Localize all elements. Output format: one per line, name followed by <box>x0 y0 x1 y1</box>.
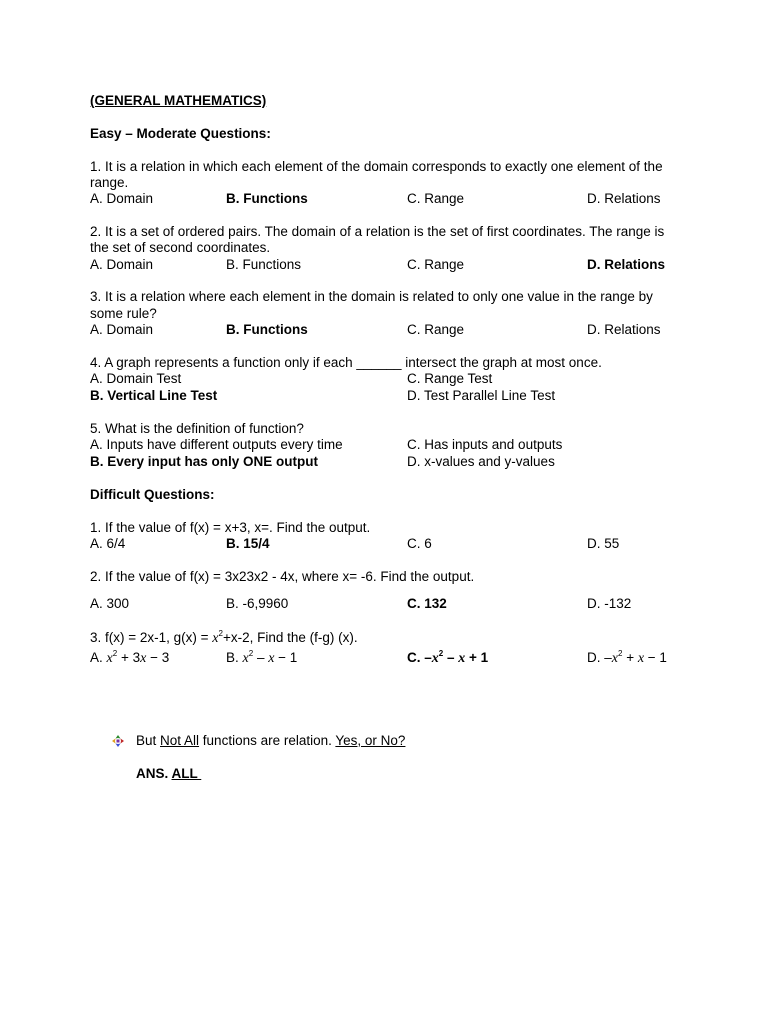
option-b-correct: B. Functions <box>226 191 308 206</box>
option-b-correct: B. 15/4 <box>226 536 270 551</box>
option-d: D. x-values and y-values <box>407 454 555 469</box>
option-d: D. $-x^2 + x - 1$ <box>587 648 667 666</box>
option-b: B. $x^2 - x - 1$ <box>226 648 298 666</box>
easy-heading: Easy – Moderate Questions: <box>90 126 271 141</box>
option-c: C. Range <box>407 322 465 337</box>
option-a: A. Domain <box>90 322 154 337</box>
option-b-correct: B. Functions <box>226 322 308 337</box>
question-stem-continued: range. <box>90 175 129 190</box>
option-a: A. Domain Test <box>90 371 182 386</box>
option-a: A. 300 <box>90 596 130 611</box>
question-stem: 4. A graph represents a function only if each ______ intersect the graph at most once. <box>90 355 602 370</box>
option-b: B. -6,9960 <box>226 596 289 611</box>
question-stem: 3. It is a relation where each element in the domain is related to only one value in the range by <box>90 289 653 304</box>
option-d-correct: D. Relations <box>587 257 666 272</box>
question-stem: 2. If the value of f(x) = 3x23x2 - 4x, where x= -6. Find the output. <box>90 569 475 584</box>
question-stem: 3. f(x) = 2x-1, $g(x) = x^2+x-2$, Find the (f-g) (x). <box>90 628 358 646</box>
option-c: C. Range <box>407 257 465 272</box>
option-c: C. Range Test <box>407 371 493 386</box>
question-stem-continued: the set of second coordinates. <box>90 240 271 255</box>
option-a: A. 6/4 <box>90 536 126 551</box>
option-d: D. -132 <box>587 596 632 611</box>
question-stem: 1. It is a relation in which each element of the domain corresponds to exactly one element of the <box>90 159 663 174</box>
option-c: C. 6 <box>407 536 432 551</box>
option-a: A. Domain <box>90 257 154 272</box>
option-b-correct: B. Every input has only ONE output <box>90 454 319 469</box>
option-a: A. $x^2 + 3x - 3$ <box>90 648 170 666</box>
option-d: D. Relations <box>587 191 661 206</box>
option-d: D. Relations <box>587 322 661 337</box>
question-stem: 2. It is a set of ordered pairs. The domain of a relation is the set of first coordinates. The range is <box>90 224 665 239</box>
question-stem-continued: some rule? <box>90 306 157 321</box>
four-way-arrow-bullet-icon <box>112 735 124 747</box>
option-d: D. Test Parallel Line Test <box>407 388 556 403</box>
option-a: A. Inputs have different outputs every time <box>90 437 343 452</box>
option-c-correct: C. 132 <box>407 596 447 611</box>
option-a: A. Domain <box>90 191 154 206</box>
question-stem: 5. What is the definition of function? <box>90 421 304 436</box>
document-title: (GENERAL MATHEMATICS) <box>90 93 267 108</box>
option-b: B. Functions <box>226 257 302 272</box>
option-c-correct: C. $-x^2 - x + 1$ <box>407 648 489 666</box>
bullet-note: But Not All functions are relation. Yes, or No? <box>136 733 406 748</box>
option-b-correct: B. Vertical Line Test <box>90 388 218 403</box>
question-stem: 1. If the value of f(x) = x+3, x=. Find the output. <box>90 520 371 535</box>
answer-line: ANS. ALL <box>136 766 202 781</box>
option-d: D. 55 <box>587 536 620 551</box>
option-c: C. Range <box>407 191 465 206</box>
option-c: C. Has inputs and outputs <box>407 437 563 452</box>
difficult-heading: Difficult Questions: <box>90 487 215 502</box>
